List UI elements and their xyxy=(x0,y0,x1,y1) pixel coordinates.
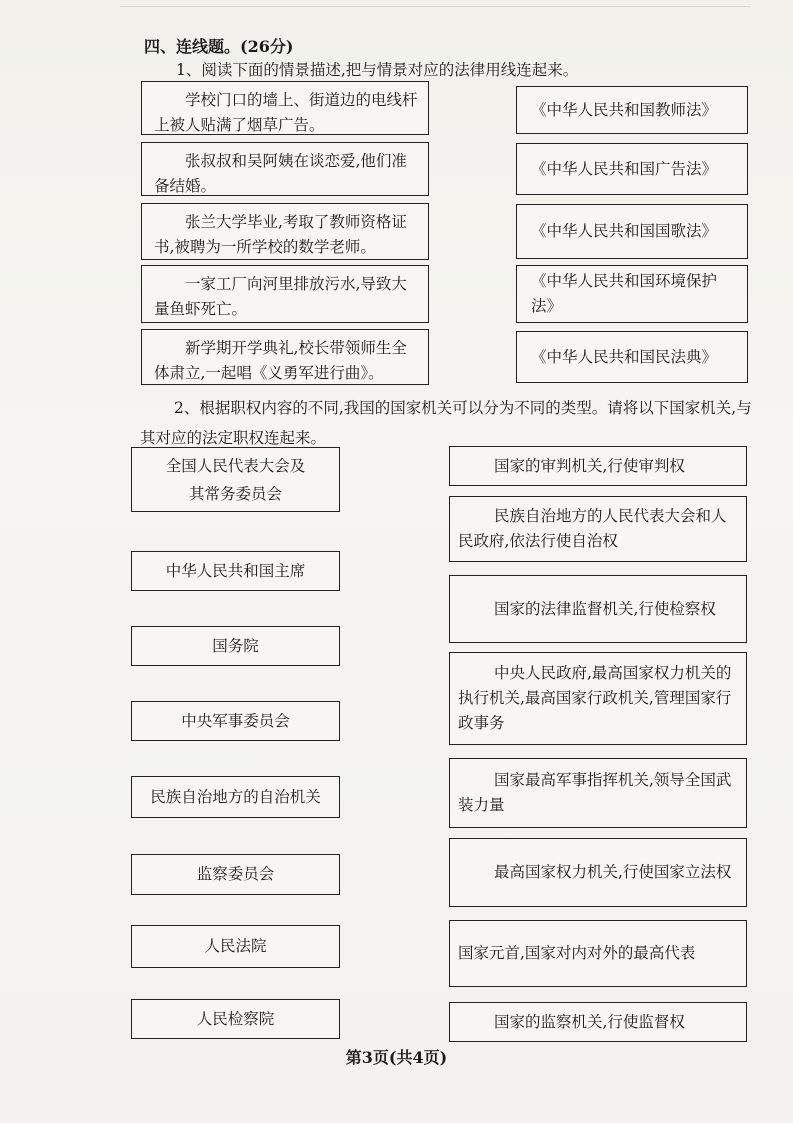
law-text: 《中华人民共和国国歌法》 xyxy=(531,222,718,240)
power-text: 国家元首,国家对内对外的最高代表 xyxy=(458,944,696,962)
scan-artifact-line xyxy=(120,6,750,7)
law-box-3[interactable] xyxy=(516,204,748,259)
law-text: 《中华人民共和国广告法》 xyxy=(531,159,718,178)
organ-box-8[interactable] xyxy=(131,999,340,1039)
scenario-box-3[interactable] xyxy=(141,203,429,260)
power-text: 最高国家权力机关,行使国家立法权 xyxy=(494,863,732,881)
scenario-text: 学校门口的墙上、街道边的电线杆上被人贴满了烟草广告。 xyxy=(154,91,418,134)
law-box-1[interactable] xyxy=(516,86,748,134)
power-box-6[interactable] xyxy=(449,838,747,907)
organ-box-7[interactable] xyxy=(131,925,340,968)
law-text: 《中华人民共和国教师法》 xyxy=(531,100,718,119)
scenario-box-2[interactable] xyxy=(141,142,429,196)
organ-box-5[interactable] xyxy=(131,776,340,818)
organ-box-3[interactable] xyxy=(131,626,340,666)
scenario-box-1[interactable] xyxy=(141,81,429,135)
law-text: 《中华人民共和国民法典》 xyxy=(531,347,718,366)
law-text: 《中华人民共和国环境保护法》 xyxy=(531,272,718,315)
organ-box-1[interactable] xyxy=(131,447,340,512)
power-text: 国家的审判机关,行使审判权 xyxy=(494,456,685,475)
power-text: 国家的监察机关,行使监督权 xyxy=(494,1012,685,1031)
scenario-text: 新学期开学典礼,校长带领师生全体肃立,一起唱《义勇军进行曲》。 xyxy=(154,339,407,382)
power-box-1[interactable] xyxy=(449,446,747,486)
law-box-2[interactable] xyxy=(516,143,748,195)
organ-box-4[interactable] xyxy=(131,701,340,741)
organ-box-6[interactable] xyxy=(131,854,340,895)
organ-text: 监察委员会 xyxy=(196,865,275,883)
organ-text: 人民法院 xyxy=(204,937,267,955)
scenario-text: 一家工厂向河里排放污水,导致大量鱼虾死亡。 xyxy=(154,275,407,318)
power-text: 民族自治地方的人民代表大会和人民政府,依法行使自治权 xyxy=(458,507,727,550)
power-text: 国家的法律监督机关,行使检察权 xyxy=(494,599,716,618)
organ-text: 中华人民共和国主席 xyxy=(165,561,306,580)
law-box-5[interactable] xyxy=(516,331,748,383)
power-box-7[interactable] xyxy=(449,920,747,987)
organ-box-2[interactable] xyxy=(131,551,340,591)
power-box-8[interactable] xyxy=(449,1002,747,1042)
power-box-5[interactable] xyxy=(449,758,747,828)
scenario-box-5[interactable] xyxy=(141,329,429,385)
organ-text: 全国人民代表大会及其常务委员会 xyxy=(165,456,306,503)
page-number: 第3页(共4页) xyxy=(345,1048,448,1067)
question-1-instruction: 1、阅读下面的情景描述,把与情景对应的法律用线连起来。 xyxy=(176,61,579,79)
power-text: 国家最高军事指挥机关,领导全国武装力量 xyxy=(458,771,732,814)
power-box-3[interactable] xyxy=(449,575,747,643)
question-2-instruction: 2、根据职权内容的不同,我国的国家机关可以分为不同的类型。请将以下国家机关,与其对应的法定职权连起来。 xyxy=(140,399,752,447)
power-box-2[interactable] xyxy=(449,496,747,562)
power-text: 中央人民政府,最高国家权力机关的执行机关,最高国家行政机关,管理国家行政事务 xyxy=(458,664,732,732)
scenario-box-4[interactable] xyxy=(141,265,429,323)
scenario-text: 张叔叔和吴阿姨在谈恋爱,他们准备结婚。 xyxy=(154,152,407,195)
power-box-4[interactable] xyxy=(449,652,747,745)
organ-text: 民族自治地方的自治机关 xyxy=(150,787,321,806)
organ-text: 国务院 xyxy=(212,636,259,655)
organ-text: 中央军事委员会 xyxy=(181,711,290,730)
law-box-4[interactable] xyxy=(516,265,748,323)
scenario-text: 张兰大学毕业,考取了教师资格证书,被聘为一所学校的数学老师。 xyxy=(154,213,407,256)
section-title: 四、连线题。(26分) xyxy=(144,37,294,56)
organ-text: 人民检察院 xyxy=(196,1009,275,1028)
